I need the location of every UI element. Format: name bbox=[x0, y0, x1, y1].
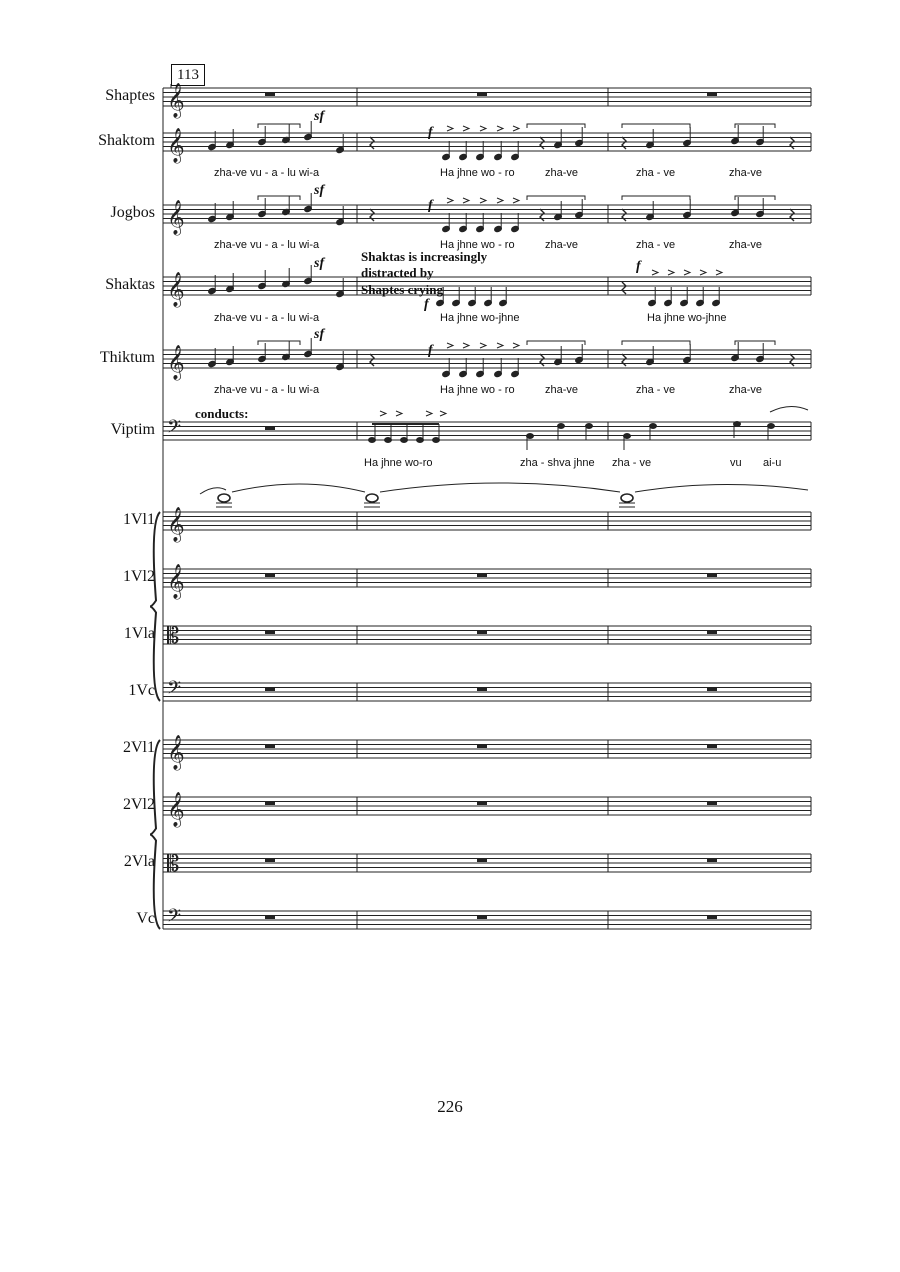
accent-mark bbox=[497, 343, 503, 348]
instrument-name: Viptim bbox=[110, 421, 155, 438]
lyric: zha-ve vu - a - lu wi-a bbox=[214, 167, 320, 179]
lyric: zha-ve bbox=[545, 239, 579, 251]
staff-brace bbox=[150, 740, 160, 929]
accent-mark bbox=[700, 270, 706, 275]
quarter-rest bbox=[790, 137, 794, 149]
tie-arc bbox=[635, 484, 808, 492]
lyric: zha - ve bbox=[636, 384, 676, 396]
bass-clef-icon: 𝄢 bbox=[167, 678, 182, 703]
whole-rest bbox=[265, 859, 275, 862]
tuplet-bracket bbox=[735, 196, 775, 200]
treble-clef-icon: 𝄞 bbox=[167, 507, 185, 542]
instrument-name: Shaktas bbox=[105, 276, 155, 293]
lyric: zha-ve bbox=[729, 167, 763, 179]
lyric: vu bbox=[730, 457, 742, 469]
whole-rest bbox=[265, 802, 275, 805]
accent-mark bbox=[513, 343, 519, 348]
whole-rest bbox=[707, 802, 717, 805]
accent-mark bbox=[447, 126, 453, 131]
quarter-rest bbox=[540, 209, 544, 221]
whole-rest bbox=[477, 93, 487, 96]
tie-arc bbox=[380, 483, 620, 492]
lyric: zha-ve vu - a - lu wi-a bbox=[214, 384, 320, 396]
instrument-name: 1Vc bbox=[128, 682, 155, 699]
whole-note bbox=[366, 494, 378, 502]
viptim-direction: conducts: bbox=[195, 406, 249, 421]
lyric: Ha jhne wo-jhne bbox=[647, 312, 727, 324]
accent-mark bbox=[716, 270, 722, 275]
lyric: zha - ve bbox=[636, 239, 676, 251]
tuplet-bracket bbox=[258, 341, 300, 345]
shaktas-direction: Shaktas is increasingly bbox=[361, 249, 488, 264]
quarter-rest bbox=[622, 282, 626, 294]
instrument-name: 2Vla bbox=[123, 853, 155, 870]
accent-mark bbox=[480, 198, 486, 203]
treble-clef-icon: 𝄞 bbox=[167, 272, 185, 307]
lyric: zha-ve bbox=[729, 239, 763, 251]
whole-rest bbox=[477, 745, 487, 748]
tuplet-bracket bbox=[527, 341, 585, 345]
alto-clef-icon: 𝄡 bbox=[167, 852, 180, 877]
treble-clef-icon: 𝄞 bbox=[167, 83, 185, 118]
lyric: zha-ve bbox=[545, 384, 579, 396]
lyric: zha - ve bbox=[612, 457, 652, 469]
instrument-name: 2Vl1 bbox=[123, 739, 155, 756]
whole-rest bbox=[477, 859, 487, 862]
tuplet-bracket bbox=[258, 124, 300, 128]
dynamic-f: f bbox=[428, 343, 433, 358]
treble-clef-icon: 𝄞 bbox=[167, 792, 185, 827]
alto-clef-icon: 𝄡 bbox=[167, 624, 180, 649]
whole-rest bbox=[265, 688, 275, 691]
instrument-name: Jogbos bbox=[110, 204, 155, 221]
quarter-rest bbox=[622, 354, 626, 366]
whole-rest bbox=[265, 631, 275, 634]
note-head bbox=[558, 424, 565, 429]
dynamic-f: f bbox=[636, 259, 641, 274]
note-head bbox=[433, 438, 440, 443]
note-head bbox=[527, 434, 534, 439]
tuplet-bracket bbox=[735, 341, 775, 345]
shaktas-direction: distracted by bbox=[361, 265, 434, 280]
accent-mark bbox=[480, 343, 486, 348]
tie-arc bbox=[770, 406, 808, 412]
note-head bbox=[768, 424, 775, 429]
lyric: Ha jhne wo - ro bbox=[440, 384, 515, 396]
dynamic-sf: sf bbox=[314, 183, 325, 198]
instrument-name: Thiktum bbox=[99, 349, 155, 366]
accent-mark bbox=[684, 270, 690, 275]
accent-mark bbox=[497, 198, 503, 203]
instrument-name: 1Vl1 bbox=[123, 511, 155, 528]
whole-rest bbox=[707, 93, 717, 96]
whole-rest bbox=[477, 631, 487, 634]
bass-clef-icon: 𝄢 bbox=[167, 906, 182, 931]
accent-mark bbox=[426, 411, 432, 416]
whole-rest bbox=[707, 916, 717, 919]
treble-clef-icon: 𝄞 bbox=[167, 345, 185, 380]
note-head bbox=[650, 424, 657, 429]
accent-mark bbox=[380, 411, 386, 416]
lyric: zha - shva jhne bbox=[520, 457, 595, 469]
quarter-rest bbox=[540, 354, 544, 366]
instrument-name: Shaktom bbox=[98, 132, 155, 149]
quarter-rest bbox=[370, 137, 374, 149]
lyric: Ha jhne wo-jhne bbox=[440, 312, 520, 324]
accent-mark bbox=[497, 126, 503, 131]
quarter-rest bbox=[370, 354, 374, 366]
note-head bbox=[417, 438, 424, 443]
whole-rest bbox=[477, 916, 487, 919]
lyric: zha-ve vu - a - lu wi-a bbox=[214, 312, 320, 324]
musical-marks bbox=[167, 83, 808, 931]
whole-rest bbox=[707, 859, 717, 862]
accent-mark bbox=[463, 126, 469, 131]
instrument-name: 1Vl2 bbox=[123, 568, 155, 585]
note-head bbox=[369, 438, 376, 443]
lyric: zha-ve bbox=[545, 167, 579, 179]
whole-rest bbox=[477, 688, 487, 691]
staff-brace bbox=[150, 512, 160, 701]
accent-mark bbox=[513, 198, 519, 203]
instrument-name: 1Vla bbox=[123, 625, 155, 642]
whole-rest bbox=[265, 427, 275, 430]
tuplet-bracket bbox=[622, 124, 690, 128]
instrument-name: Vc bbox=[136, 910, 155, 927]
lyric: Ha jhne wo - ro bbox=[440, 167, 515, 179]
quarter-rest bbox=[790, 354, 794, 366]
instrument-name: 2Vl2 bbox=[123, 796, 155, 813]
dynamic-sf: sf bbox=[314, 109, 325, 124]
lyric: ai-u bbox=[763, 457, 782, 469]
whole-rest bbox=[477, 802, 487, 805]
treble-clef-icon: 𝄞 bbox=[167, 128, 185, 163]
quarter-rest bbox=[540, 137, 544, 149]
accent-mark bbox=[513, 126, 519, 131]
note-head bbox=[734, 422, 741, 427]
quarter-rest bbox=[622, 137, 626, 149]
note-head bbox=[385, 438, 392, 443]
whole-rest bbox=[707, 688, 717, 691]
tie-arc bbox=[200, 488, 226, 494]
accent-mark bbox=[447, 343, 453, 348]
dynamic-sf: sf bbox=[314, 256, 325, 271]
tuplet-bracket bbox=[735, 124, 775, 128]
rehearsal-mark: 113 bbox=[171, 64, 205, 86]
accent-mark bbox=[463, 343, 469, 348]
tuplet-bracket bbox=[527, 124, 585, 128]
lyric: zha-ve vu - a - lu wi-a bbox=[214, 239, 320, 251]
whole-rest bbox=[265, 574, 275, 577]
accent-mark bbox=[440, 411, 446, 416]
bass-clef-icon: 𝄢 bbox=[167, 417, 182, 442]
tuplet-bracket bbox=[527, 196, 585, 200]
page-number: 226 bbox=[437, 1097, 463, 1116]
instrument-name: Shaptes bbox=[105, 87, 155, 104]
tuplet-bracket bbox=[622, 341, 690, 345]
lyric: zha - ve bbox=[636, 167, 676, 179]
note-head bbox=[401, 438, 408, 443]
accent-mark bbox=[668, 270, 674, 275]
whole-note bbox=[218, 494, 230, 502]
whole-rest bbox=[265, 916, 275, 919]
quarter-rest bbox=[370, 209, 374, 221]
shaktas-direction: Shaptes crying bbox=[361, 282, 443, 297]
accent-mark bbox=[652, 270, 658, 275]
lyric: zha-ve bbox=[729, 384, 763, 396]
quarter-rest bbox=[790, 209, 794, 221]
tuplet-bracket bbox=[622, 196, 690, 200]
whole-rest bbox=[265, 93, 275, 96]
dynamic-f: f bbox=[428, 125, 433, 140]
accent-mark bbox=[447, 198, 453, 203]
treble-clef-icon: 𝄞 bbox=[167, 564, 185, 599]
tie-arc bbox=[232, 484, 365, 492]
treble-clef-icon: 𝄞 bbox=[167, 200, 185, 235]
whole-rest bbox=[477, 574, 487, 577]
tuplet-bracket bbox=[258, 196, 300, 200]
note-head bbox=[624, 434, 631, 439]
whole-rest bbox=[707, 631, 717, 634]
quarter-rest bbox=[622, 209, 626, 221]
dynamic-f: f bbox=[428, 198, 433, 213]
dynamic-f: f bbox=[424, 297, 429, 312]
accent-mark bbox=[396, 411, 402, 416]
note-head bbox=[586, 424, 593, 429]
whole-rest bbox=[707, 745, 717, 748]
accent-mark bbox=[463, 198, 469, 203]
treble-clef-icon: 𝄞 bbox=[167, 735, 185, 770]
lyric: Ha jhne wo-ro bbox=[364, 457, 433, 469]
whole-note bbox=[621, 494, 633, 502]
whole-rest bbox=[265, 745, 275, 748]
accent-mark bbox=[480, 126, 486, 131]
dynamic-sf: sf bbox=[314, 327, 325, 342]
lyric: Ha jhne wo - ro bbox=[440, 239, 515, 251]
whole-rest bbox=[707, 574, 717, 577]
